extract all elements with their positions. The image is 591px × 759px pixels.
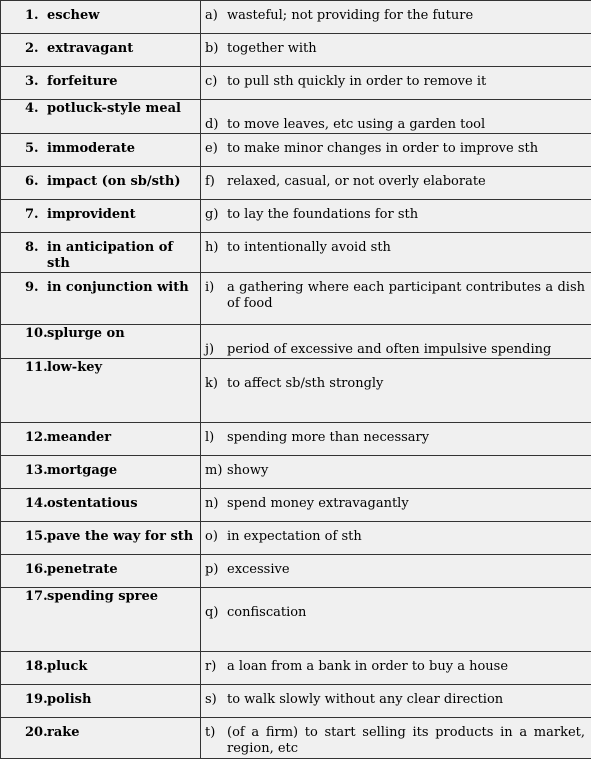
definition-letter: p) bbox=[205, 562, 227, 578]
term-number: 6. bbox=[25, 174, 47, 190]
term-text: meander bbox=[47, 430, 111, 446]
definition-cell bbox=[201, 718, 591, 759]
definition-text: to move leaves, etc using a garden tool bbox=[227, 117, 585, 133]
definition-text: excessive bbox=[227, 562, 585, 578]
table-row bbox=[1, 555, 591, 588]
term-text: immoderate bbox=[47, 141, 135, 157]
term-cell bbox=[1, 167, 201, 200]
definition-text: to intentionally avoid sth bbox=[227, 240, 585, 256]
definition-letter: h) bbox=[205, 240, 227, 256]
term-text: improvident bbox=[47, 207, 136, 223]
table-row bbox=[1, 652, 591, 685]
definition-text: in expectation of sth bbox=[227, 529, 585, 545]
term-text: potluck-style meal bbox=[47, 101, 181, 117]
table-row bbox=[1, 489, 591, 522]
table-row bbox=[1, 134, 591, 167]
definition-text: period of excessive and often impulsive spending bbox=[227, 342, 585, 358]
term-text: in conjunction with bbox=[47, 280, 189, 296]
table-row bbox=[1, 456, 591, 489]
term-number: 7. bbox=[25, 207, 47, 223]
term-cell bbox=[1, 34, 201, 67]
term-text: spending spree bbox=[47, 589, 158, 605]
term-text: in anticipation of sth bbox=[47, 240, 200, 272]
definition-text: together with bbox=[227, 41, 585, 57]
definition-cell bbox=[201, 34, 591, 67]
term-text: extravagant bbox=[47, 41, 133, 57]
definition-cell bbox=[201, 167, 591, 200]
term-number: 18. bbox=[25, 659, 47, 675]
definition-cell bbox=[201, 233, 591, 273]
term-cell bbox=[1, 1, 201, 34]
term-number: 11. bbox=[25, 360, 47, 376]
term-cell bbox=[1, 134, 201, 167]
term-cell bbox=[1, 555, 201, 588]
table-row bbox=[1, 522, 591, 555]
definition-letter: l) bbox=[205, 430, 227, 446]
definition-cell bbox=[201, 522, 591, 555]
definition-text: a gathering where each participant contributes a dish of food bbox=[227, 280, 585, 312]
definition-text: to walk slowly without any clear direction bbox=[227, 692, 585, 708]
table-row bbox=[1, 273, 591, 325]
term-number: 9. bbox=[25, 280, 47, 296]
table-row bbox=[1, 359, 591, 423]
term-text: splurge on bbox=[47, 326, 125, 342]
definition-letter: a) bbox=[205, 8, 227, 24]
definition-letter: m) bbox=[205, 463, 227, 479]
definition-letter: r) bbox=[205, 659, 227, 675]
definition-letter: e) bbox=[205, 141, 227, 157]
term-text: eschew bbox=[47, 8, 99, 24]
term-cell bbox=[1, 273, 201, 325]
term-number: 13. bbox=[25, 463, 47, 479]
term-cell bbox=[1, 522, 201, 555]
definition-text: relaxed, casual, or not overly elaborate bbox=[227, 174, 585, 190]
term-cell bbox=[1, 423, 201, 456]
term-number: 10. bbox=[25, 326, 47, 342]
definition-cell bbox=[201, 325, 591, 359]
term-cell bbox=[1, 200, 201, 233]
definition-letter: o) bbox=[205, 529, 227, 545]
definition-text: to make minor changes in order to improve sth bbox=[227, 141, 585, 157]
definition-letter: t) bbox=[205, 725, 227, 757]
definition-text: (of a firm) to start selling its products in a market, region, etc bbox=[227, 725, 585, 757]
definition-cell bbox=[201, 652, 591, 685]
table-row bbox=[1, 34, 591, 67]
definition-cell bbox=[201, 685, 591, 718]
term-number: 4. bbox=[25, 101, 47, 117]
definition-letter: i) bbox=[205, 280, 227, 312]
definition-cell bbox=[201, 134, 591, 167]
table-row bbox=[1, 588, 591, 652]
term-cell bbox=[1, 100, 201, 134]
table-row bbox=[1, 718, 591, 759]
definition-letter: j) bbox=[205, 342, 227, 358]
term-text: mortgage bbox=[47, 463, 117, 479]
term-number: 15. bbox=[25, 529, 47, 545]
term-text: polish bbox=[47, 692, 91, 708]
table-row bbox=[1, 200, 591, 233]
definition-cell bbox=[201, 67, 591, 100]
table-row bbox=[1, 67, 591, 100]
definition-cell bbox=[201, 489, 591, 522]
definition-cell bbox=[201, 200, 591, 233]
term-text: ostentatious bbox=[47, 496, 138, 512]
term-cell bbox=[1, 718, 201, 759]
term-cell bbox=[1, 652, 201, 685]
term-cell bbox=[1, 588, 201, 652]
definition-letter: s) bbox=[205, 692, 227, 708]
term-number: 2. bbox=[25, 41, 47, 57]
term-text: forfeiture bbox=[47, 74, 118, 90]
term-number: 12. bbox=[25, 430, 47, 446]
table-row bbox=[1, 1, 591, 34]
table-row bbox=[1, 423, 591, 456]
definition-cell bbox=[201, 273, 591, 325]
definition-letter: f) bbox=[205, 174, 227, 190]
term-number: 17. bbox=[25, 589, 47, 605]
definition-letter: k) bbox=[205, 376, 227, 392]
term-cell bbox=[1, 359, 201, 423]
term-text: pluck bbox=[47, 659, 87, 675]
definition-text: spending more than necessary bbox=[227, 430, 585, 446]
table-row bbox=[1, 685, 591, 718]
term-number: 3. bbox=[25, 74, 47, 90]
definition-letter: d) bbox=[205, 117, 227, 133]
definition-text: to lay the foundations for sth bbox=[227, 207, 585, 223]
table-row bbox=[1, 167, 591, 200]
definition-letter: n) bbox=[205, 496, 227, 512]
term-text: rake bbox=[47, 725, 80, 741]
definition-letter: g) bbox=[205, 207, 227, 223]
definition-letter: c) bbox=[205, 74, 227, 90]
definition-cell bbox=[201, 1, 591, 34]
definition-text: to affect sb/sth strongly bbox=[227, 376, 585, 392]
term-number: 19. bbox=[25, 692, 47, 708]
term-number: 8. bbox=[25, 240, 47, 272]
term-cell bbox=[1, 685, 201, 718]
term-cell bbox=[1, 325, 201, 359]
term-number: 14. bbox=[25, 496, 47, 512]
table-row bbox=[1, 233, 591, 273]
definition-text: a loan from a bank in order to buy a house bbox=[227, 659, 585, 675]
term-cell bbox=[1, 233, 201, 273]
table-row bbox=[1, 100, 591, 134]
definition-text: spend money extravagantly bbox=[227, 496, 585, 512]
term-text: pave the way for sth bbox=[47, 529, 193, 545]
definition-text: to pull sth quickly in order to remove it bbox=[227, 74, 585, 90]
term-text: impact (on sb/sth) bbox=[47, 174, 181, 190]
term-number: 5. bbox=[25, 141, 47, 157]
term-text: low-key bbox=[47, 360, 102, 376]
term-number: 20. bbox=[25, 725, 47, 741]
term-text: penetrate bbox=[47, 562, 118, 578]
definition-cell bbox=[201, 423, 591, 456]
definition-cell bbox=[201, 456, 591, 489]
definition-cell bbox=[201, 588, 591, 652]
definition-text: showy bbox=[227, 463, 585, 479]
term-cell bbox=[1, 456, 201, 489]
term-number: 16. bbox=[25, 562, 47, 578]
term-cell bbox=[1, 67, 201, 100]
definition-letter: b) bbox=[205, 41, 227, 57]
definition-text: confiscation bbox=[227, 605, 585, 621]
table-row bbox=[1, 325, 591, 359]
table-body bbox=[1, 1, 591, 759]
term-cell bbox=[1, 489, 201, 522]
definition-cell bbox=[201, 100, 591, 134]
definition-letter: q) bbox=[205, 605, 227, 621]
definition-cell bbox=[201, 555, 591, 588]
definition-cell bbox=[201, 359, 591, 423]
definition-text: wasteful; not providing for the future bbox=[227, 8, 585, 24]
term-number: 1. bbox=[25, 8, 47, 24]
